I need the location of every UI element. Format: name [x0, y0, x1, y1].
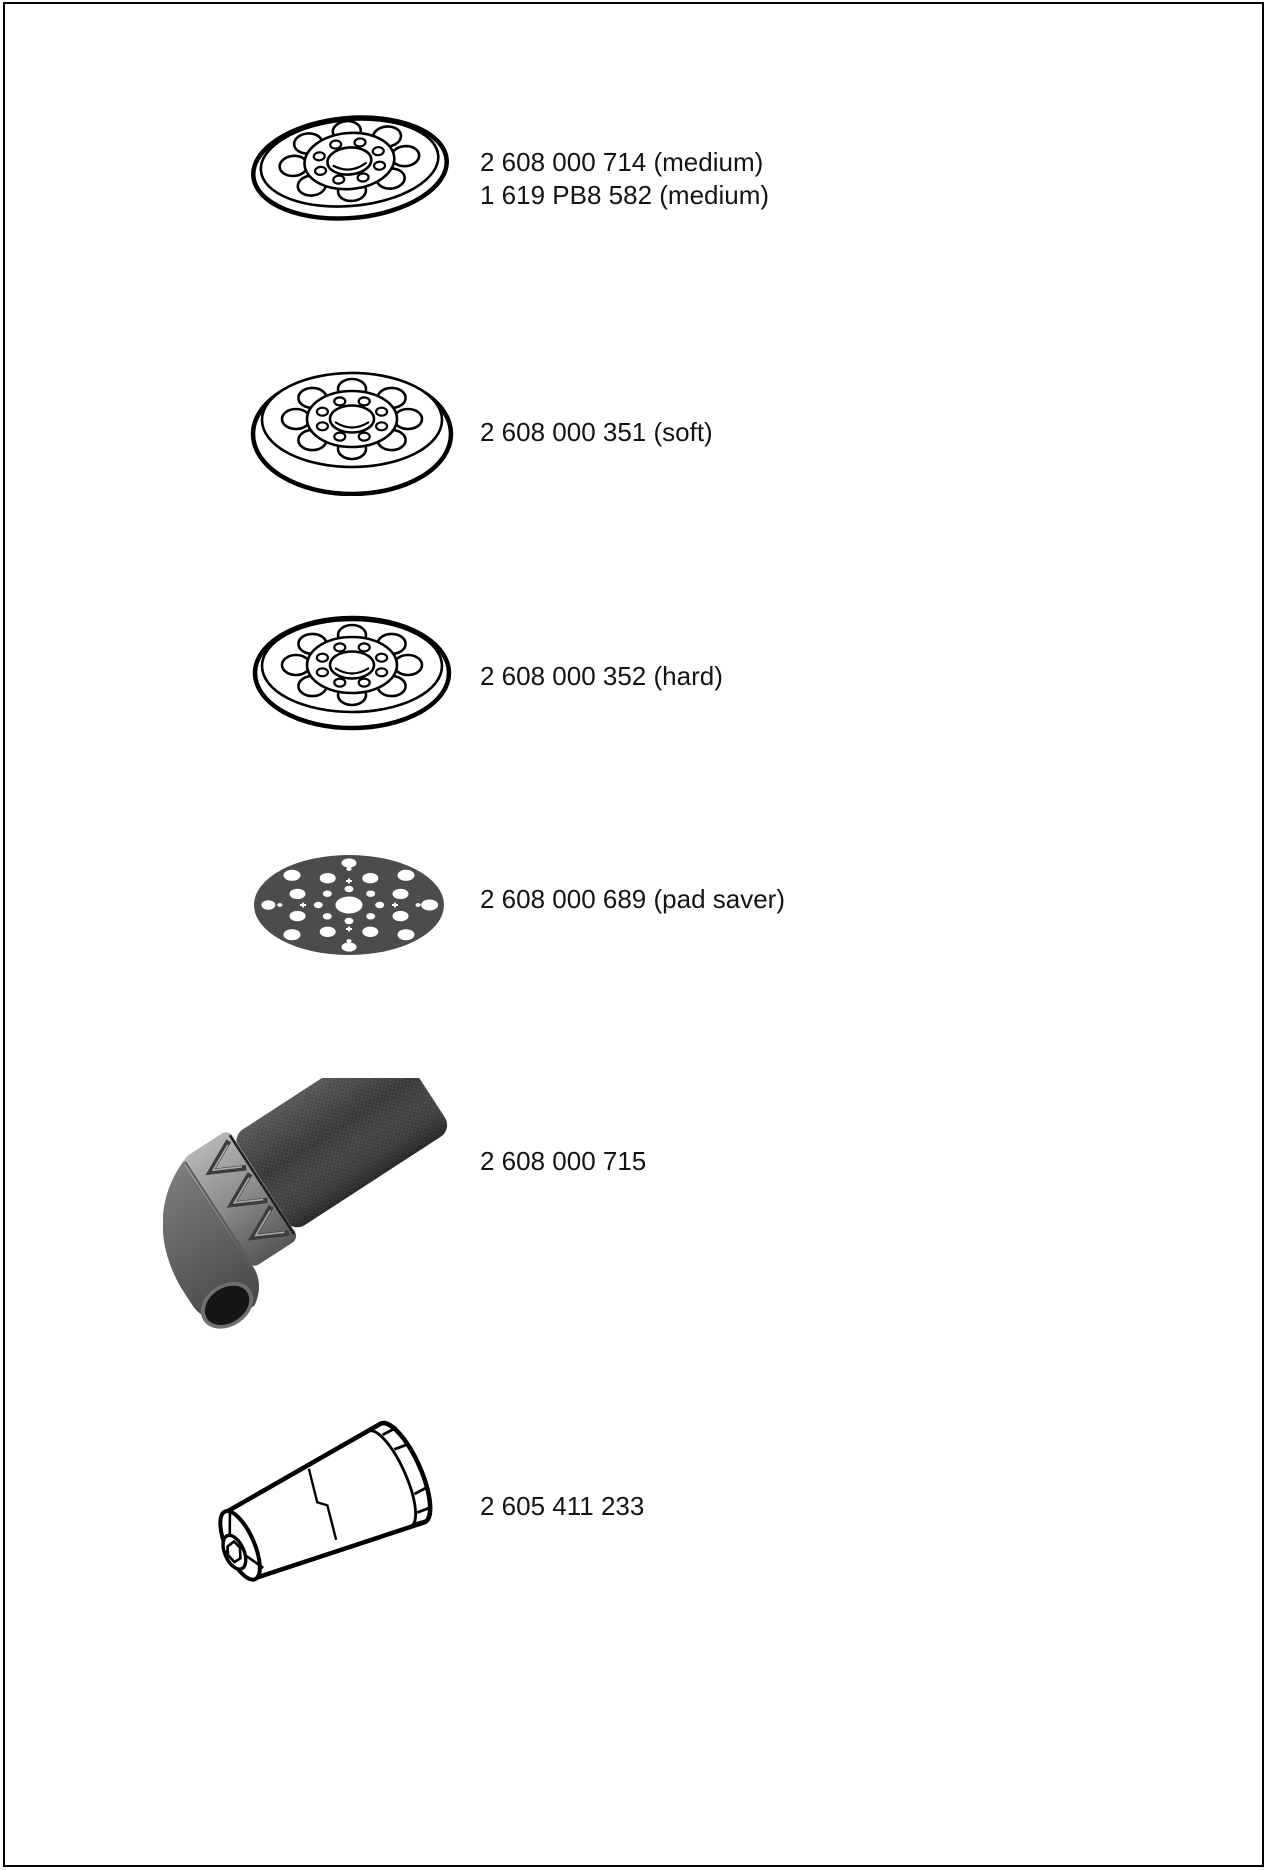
part-number-line: 2 608 000 352 (hard)	[480, 661, 723, 691]
dust-tube-illustration	[163, 1078, 465, 1343]
part-number-line: 2 608 000 689 (pad saver)	[480, 884, 785, 914]
part-number-label	[480, 1145, 646, 1178]
part-number-line: 2 608 000 351 (soft)	[480, 417, 713, 447]
backing-pad-soft-illustration	[250, 368, 454, 496]
adapter-icon	[175, 1412, 453, 1610]
part-number-label	[480, 1490, 644, 1523]
part-number-line: 1 619 PB8 582 (medium)	[480, 180, 770, 210]
part-number-label	[480, 416, 713, 449]
dust-tube-icon	[163, 1078, 465, 1343]
backing-pad-icon	[250, 368, 454, 496]
backing-pad-icon	[252, 614, 452, 732]
backing-pad-hard-illustration	[252, 614, 452, 732]
pad-saver-illustration	[251, 853, 447, 957]
backing-pad-icon	[248, 112, 452, 224]
adapter-illustration	[175, 1412, 453, 1610]
part-number-label	[480, 146, 769, 212]
part-number-label	[480, 660, 723, 693]
part-number-line: 2 608 000 715	[480, 1146, 647, 1176]
part-number-label	[480, 883, 785, 916]
backing-pad-medium-illustration	[248, 112, 452, 224]
pad-saver-icon	[251, 853, 447, 957]
part-number-line: 2 608 000 714 (medium)	[480, 147, 764, 177]
part-number-line: 2 605 411 233	[480, 1491, 645, 1521]
